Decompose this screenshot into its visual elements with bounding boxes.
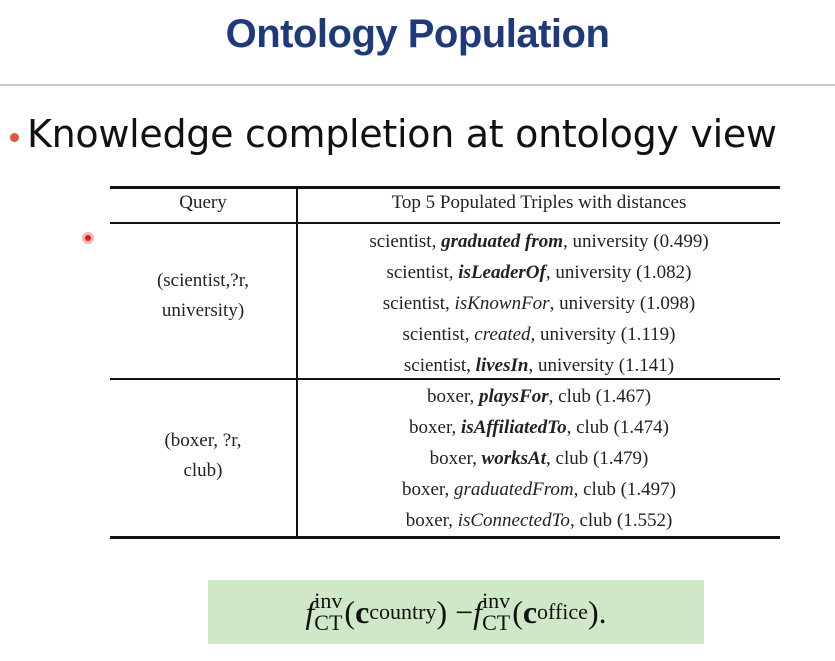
results-table — [110, 186, 780, 544]
triple-row: boxer, graduatedFrom, club (1.497) — [402, 479, 676, 500]
query-line: (scientist,?r, — [156, 270, 250, 291]
query-scientist — [110, 266, 296, 326]
query-line: (boxer, ?r, — [164, 430, 242, 451]
table-header-rule — [110, 222, 780, 224]
triple-row: scientist, isKnownFor, university (1.098) — [382, 293, 696, 314]
triple-row: boxer, isAffiliatedTo, club (1.474) — [409, 417, 669, 438]
triple-row: boxer, worksAt, club (1.479) — [429, 448, 649, 469]
query-line: university) — [161, 300, 245, 321]
header-triples: Top 5 Populated Triples with distances — [391, 192, 687, 213]
formula-scripts: inv CT — [314, 588, 343, 635]
bullet-text: Knowledge completion at ontology view — [27, 112, 777, 156]
query-line: club) — [183, 460, 223, 481]
bullet-dot-icon — [10, 133, 19, 142]
formula-box: f inv CT ( c country ) − f inv CT ( c office ). — [208, 580, 704, 644]
triple-row: scientist, isLeaderOf, university (1.082) — [386, 262, 692, 283]
triple-row: boxer, isConnectedTo, club (1.552) — [405, 510, 673, 531]
formula-f: f — [305, 593, 315, 630]
table-top-rule — [110, 186, 780, 189]
laser-pointer-icon — [82, 232, 94, 244]
table-bottom-rule — [110, 536, 780, 539]
triple-row: scientist, graduated from, university (0.499) — [369, 231, 709, 252]
header-query: Query — [179, 192, 227, 213]
title-divider — [0, 84, 835, 86]
slide-title: Ontology Population — [225, 12, 610, 56]
query-boxer — [110, 426, 296, 486]
triple-row: scientist, created, university (1.119) — [402, 324, 676, 345]
triple-row: boxer, playsFor, club (1.467) — [426, 386, 652, 407]
triple-row: scientist, livesIn, university (1.141) — [403, 355, 675, 376]
bullet-point — [10, 112, 777, 156]
